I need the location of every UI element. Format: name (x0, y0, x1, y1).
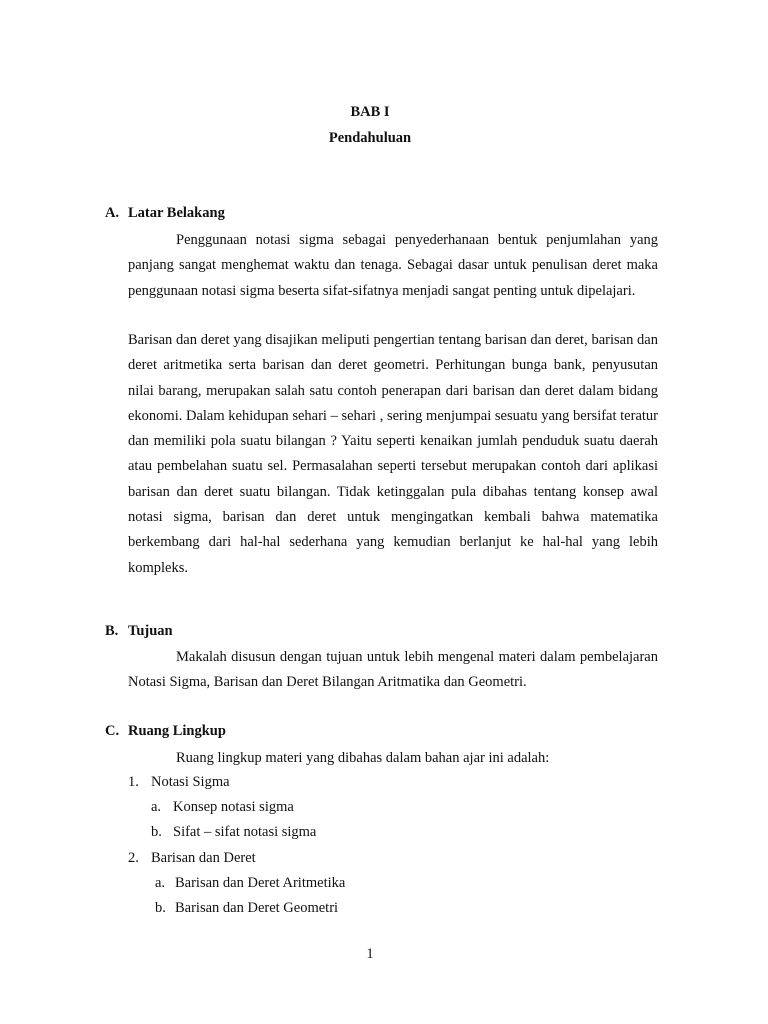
list-subitem-marker: b. (151, 824, 162, 840)
section-b-title: Tujuan (128, 623, 173, 639)
section-c-intro: Ruang lingkup materi yang dibahas dalam bahan ajar ini adalah: (176, 750, 550, 766)
section-a-title: Latar Belakang (128, 205, 225, 221)
list-subitem (155, 873, 345, 893)
list-item (128, 772, 230, 792)
list-subitem-marker: a. (155, 875, 166, 891)
section-c-heading (105, 723, 226, 740)
section-b-paragraph: Makalah disusun dengan tujuan untuk lebih mengenal materi dalam pembelajaran Notasi Sigma, Barisan dan Deret Bilangan Aritmatika dan Geometri. (128, 649, 658, 691)
list-subitem (151, 797, 294, 817)
section-a-paragraph-1: Penggunaan notasi sigma sebagai penyederhanaan bentuk penjumlahan yang panjang sangat menghemat waktu dan tenaga. Sebagai dasar untuk penulisan deret maka penggunaan notasi sigma beserta sifat-sifatnya menjadi sangat penting untuk dipelajari. (128, 232, 658, 299)
list-subitem-label: Sifat – sifat notasi sigma (173, 824, 317, 840)
list-subitem-label: Konsep notasi sigma (173, 799, 294, 815)
section-a-letter: A. (105, 205, 120, 221)
section-c-title: Ruang Lingkup (128, 723, 226, 739)
list-subitem (155, 898, 338, 918)
list-item-marker: 2. (128, 850, 139, 866)
section-a-paragraph-2: Barisan dan deret yang disajikan meliputi pengertian tentang barisan dan deret, barisan dan deret aritmetika serta barisan dan deret geometri. Perhitungan bunga bank, penyusutan nilai barang, merupakan salah satu contoh penerapan dari barisan dan deret dalam bidang ekonomi. Dalam kehidupan sehari – sehari , sering menjumpai sesuatu yang bersifat teratur dan memiliki pola suatu bilangan ? Yaitu seperti kenaikan jumlah penduduk suatu daerah atau pembelahan suatu sel. Permasalahan seperti tersebut merupakan contoh dari aplikasi barisan dan deret suatu bilangan. Tidak ketinggalan pula dibahas tentang konsep awal notasi sigma, barisan dan deret untuk mengingatkan kembali bahwa matematika berkembang dari hal-hal sederhana yang kemudian berlanjut ke hal-hal yang lebih kompleks. (128, 332, 658, 576)
list-item-marker: 1. (128, 774, 139, 790)
list-subitem (151, 822, 316, 842)
list-item-label: Barisan dan Deret (151, 850, 256, 866)
page-number: 1 (366, 946, 374, 962)
list-item-label: Notasi Sigma (151, 774, 230, 790)
section-b-letter: B. (105, 623, 119, 639)
list-subitem-marker: b. (155, 900, 166, 916)
chapter-title: Pendahuluan (328, 130, 412, 146)
list-subitem-label: Barisan dan Deret Geometri (175, 900, 339, 916)
section-c-letter: C. (105, 723, 120, 739)
list-item (128, 848, 256, 868)
chapter-number: BAB I (350, 104, 390, 120)
section-a-heading (105, 205, 225, 222)
list-subitem-label: Barisan dan Deret Aritmetika (175, 875, 346, 891)
list-subitem-marker: a. (151, 799, 162, 815)
section-b-heading (105, 623, 173, 640)
